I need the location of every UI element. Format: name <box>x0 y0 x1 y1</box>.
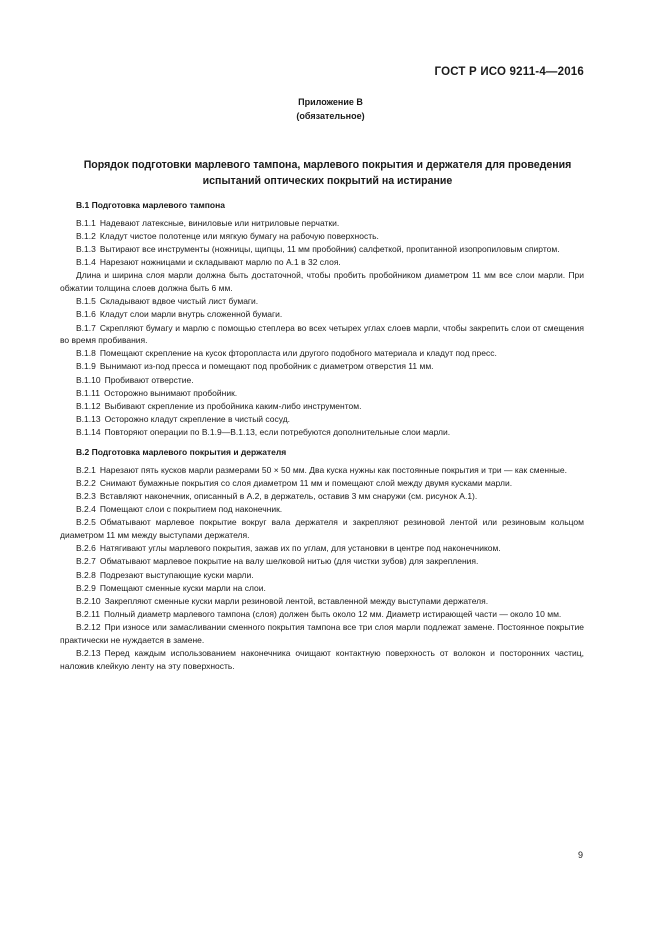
clause-number: В.1.4 <box>76 257 96 268</box>
clause-number: В.2.6 <box>76 543 96 554</box>
clause-paragraph <box>60 503 584 516</box>
clause-paragraph <box>60 595 584 608</box>
clause-number: В.1.1 <box>76 217 96 228</box>
clause-paragraph <box>60 269 584 294</box>
clause-text: Осторожно вынимают пробойник. <box>103 387 238 398</box>
clause-number: В.2.13 <box>76 648 101 659</box>
section-heading: В.2 Подготовка марлевого покрытия и держателя <box>76 447 287 457</box>
clause-paragraph <box>60 243 584 256</box>
clause-number: В.1.14 <box>76 427 101 438</box>
clause-paragraph <box>60 387 584 400</box>
clause-text: Кладут слои марли внутрь сложенной бумаги. <box>99 309 283 320</box>
clause-number: В.2.4 <box>76 504 96 515</box>
clause-text: Скрепляют бумагу и марлю с помощью степлера во всех четырех углах слоев марли, чтобы закрепить слои от смещения во время пробивания. <box>60 322 584 346</box>
clause-number: В.2.3 <box>76 490 96 501</box>
page-number: 9 <box>577 850 583 860</box>
clause-text: Помещают скрепление на кусок фторопласта или другого подобного материала и кладут под пресс. <box>99 348 497 359</box>
clause-paragraph <box>60 477 584 490</box>
clause-paragraph <box>60 256 584 269</box>
clause-paragraph <box>60 374 584 387</box>
clause-text: Осторожно кладут скрепление в чистый сосуд. <box>104 414 291 425</box>
clause-text: Вставляют наконечник, описанный в А.2, в держатель, оставив 3 мм снаружи (см. рисунок А.1). <box>99 490 478 501</box>
clause-paragraph <box>60 308 584 321</box>
clause-text: Надевают латексные, виниловые или нитриловые перчатки. <box>99 217 340 228</box>
clause-text: Повторяют операции по В.1.9—В.1.13, если потребуются дополнительные слои марли. <box>104 427 451 438</box>
clause-paragraph <box>60 582 584 595</box>
clause-number: В.2.12 <box>76 622 101 633</box>
clause-number: В.1.10 <box>76 374 101 385</box>
document-body <box>60 199 584 673</box>
clause-number: В.1.12 <box>76 401 101 412</box>
document-title: Порядок подготовки марлевого тампона, марлевого покрытия и держателя для проведения испытаний оптических покрытий на истирание <box>83 159 572 187</box>
clause-number: В.2.7 <box>76 556 96 567</box>
clause-paragraph <box>60 322 584 347</box>
clause-text: Длина и ширина слоя марли должна быть достаточной, чтобы пробить пробойником диаметром 11 мм все слои марли. При обжатии толщина слоев должна быть 6 мм. <box>60 270 584 293</box>
clause-text: Складывают вдвое чистый лист бумаги. <box>99 296 259 307</box>
clause-text: Пробивают отверстие. <box>104 374 194 385</box>
clause-text: При износе или замасливании сменного покрытия тампона все три слоя марли подлежат замене. Постоянное покрытие практически не нуждается в замене. <box>60 622 584 645</box>
clause-paragraph <box>60 347 584 360</box>
clause-paragraph <box>60 647 584 672</box>
clause-number: В.1.5 <box>76 296 96 307</box>
standard-header: ГОСТ Р ИСО 9211-4—2016 <box>434 66 584 78</box>
clause-number: В.2.1 <box>76 464 96 475</box>
clause-text: Выбивают скрепление из пробойника каким-либо инструментом. <box>104 401 362 412</box>
clause-number: В.2.5 <box>76 517 96 528</box>
clause-paragraph <box>60 569 584 582</box>
clause-text: Обматывают марлевое покрытие на валу шелковой нитью (для чистки зубов) для закрепления. <box>99 556 479 567</box>
clause-text: Вынимают из-под пресса и помещают под пробойник с диаметром отверстия 11 мм. <box>99 361 434 372</box>
clause-paragraph <box>60 608 584 621</box>
appendix-block <box>0 95 661 123</box>
clause-number: В.1.13 <box>76 414 101 425</box>
clause-paragraph <box>60 217 584 230</box>
clause-text: Обматывают марлевое покрытие вокруг вала держателя и закрепляют резиновой лентой или резиновым кольцом диаметром 11 мм между выступами держателя. <box>60 517 584 540</box>
clause-paragraph <box>60 295 584 308</box>
clause-paragraph <box>60 360 584 373</box>
clause-paragraph <box>60 516 584 541</box>
clause-text: Закрепляют сменные куски марли резиновой лентой, вставленной между выступами держателя. <box>104 595 489 606</box>
clause-number: В.1.6 <box>76 309 96 320</box>
clause-paragraph <box>60 490 584 503</box>
section-heading: В.1 Подготовка марлевого тампона <box>76 200 225 210</box>
clause-text: Нарезают пять кусков марли размерами 50 × 50 мм. Два куска нужны как постоянные покрытия и три — как сменные. <box>99 464 567 475</box>
appendix-status: (обязательное) <box>296 111 365 121</box>
clause-text: Снимают бумажные покрытия со слоя диаметром 11 мм и помещают слой между двумя кусками марли. <box>99 477 513 488</box>
clause-text: Нарезают ножницами и складывают марлю по А.1 в 32 слоя. <box>99 257 341 268</box>
clause-paragraph <box>60 542 584 555</box>
clause-text: Вытирают все инструменты (ножницы, щипцы, 11 мм пробойник) салфеткой, пропитанной изопропиловым спиртом. <box>99 243 560 254</box>
clause-number: В.1.9 <box>76 361 96 372</box>
clause-paragraph <box>60 555 584 568</box>
clause-number: В.2.8 <box>76 569 96 580</box>
clause-paragraph <box>60 413 584 426</box>
clause-number: В.1.2 <box>76 230 96 241</box>
clause-number: В.1.3 <box>76 243 96 254</box>
clause-text: Помещают сменные куски марли на слои. <box>99 582 266 593</box>
clause-paragraph <box>60 621 584 646</box>
clause-text: Помещают слои с покрытием под наконечник. <box>99 504 283 515</box>
clause-text: Полный диаметр марлевого тампона (слоя) должен быть около 12 мм. Диаметр истирающей части — около 10 мм. <box>103 609 562 620</box>
appendix-title: Приложение В <box>298 97 363 107</box>
clause-number: В.2.11 <box>76 609 100 620</box>
clause-number: В.2.2 <box>76 477 96 488</box>
clause-number: В.1.8 <box>76 348 96 359</box>
clause-paragraph <box>60 400 584 413</box>
clause-paragraph <box>60 426 584 439</box>
clause-number: В.2.9 <box>76 582 96 593</box>
clause-text: Подрезают выступающие куски марли. <box>99 569 254 580</box>
clause-paragraph <box>60 230 584 243</box>
clause-number: В.1.11 <box>76 387 100 398</box>
clause-text: Кладут чистое полотенце или мягкую бумагу на рабочую поверхность. <box>99 230 379 241</box>
clause-text: Натягивают углы марлевого покрытия, зажав их по углам, для установки в центре под наконечником. <box>99 543 501 554</box>
clause-text: Перед каждым использованием наконечника очищают контактную поверхность от волокон и посторонних частиц, наложив клейкую ленту на эту поверхность. <box>60 648 584 671</box>
clause-number: В.1.7 <box>76 322 96 333</box>
clause-number: В.2.10 <box>76 595 101 606</box>
clause-paragraph <box>60 464 584 477</box>
